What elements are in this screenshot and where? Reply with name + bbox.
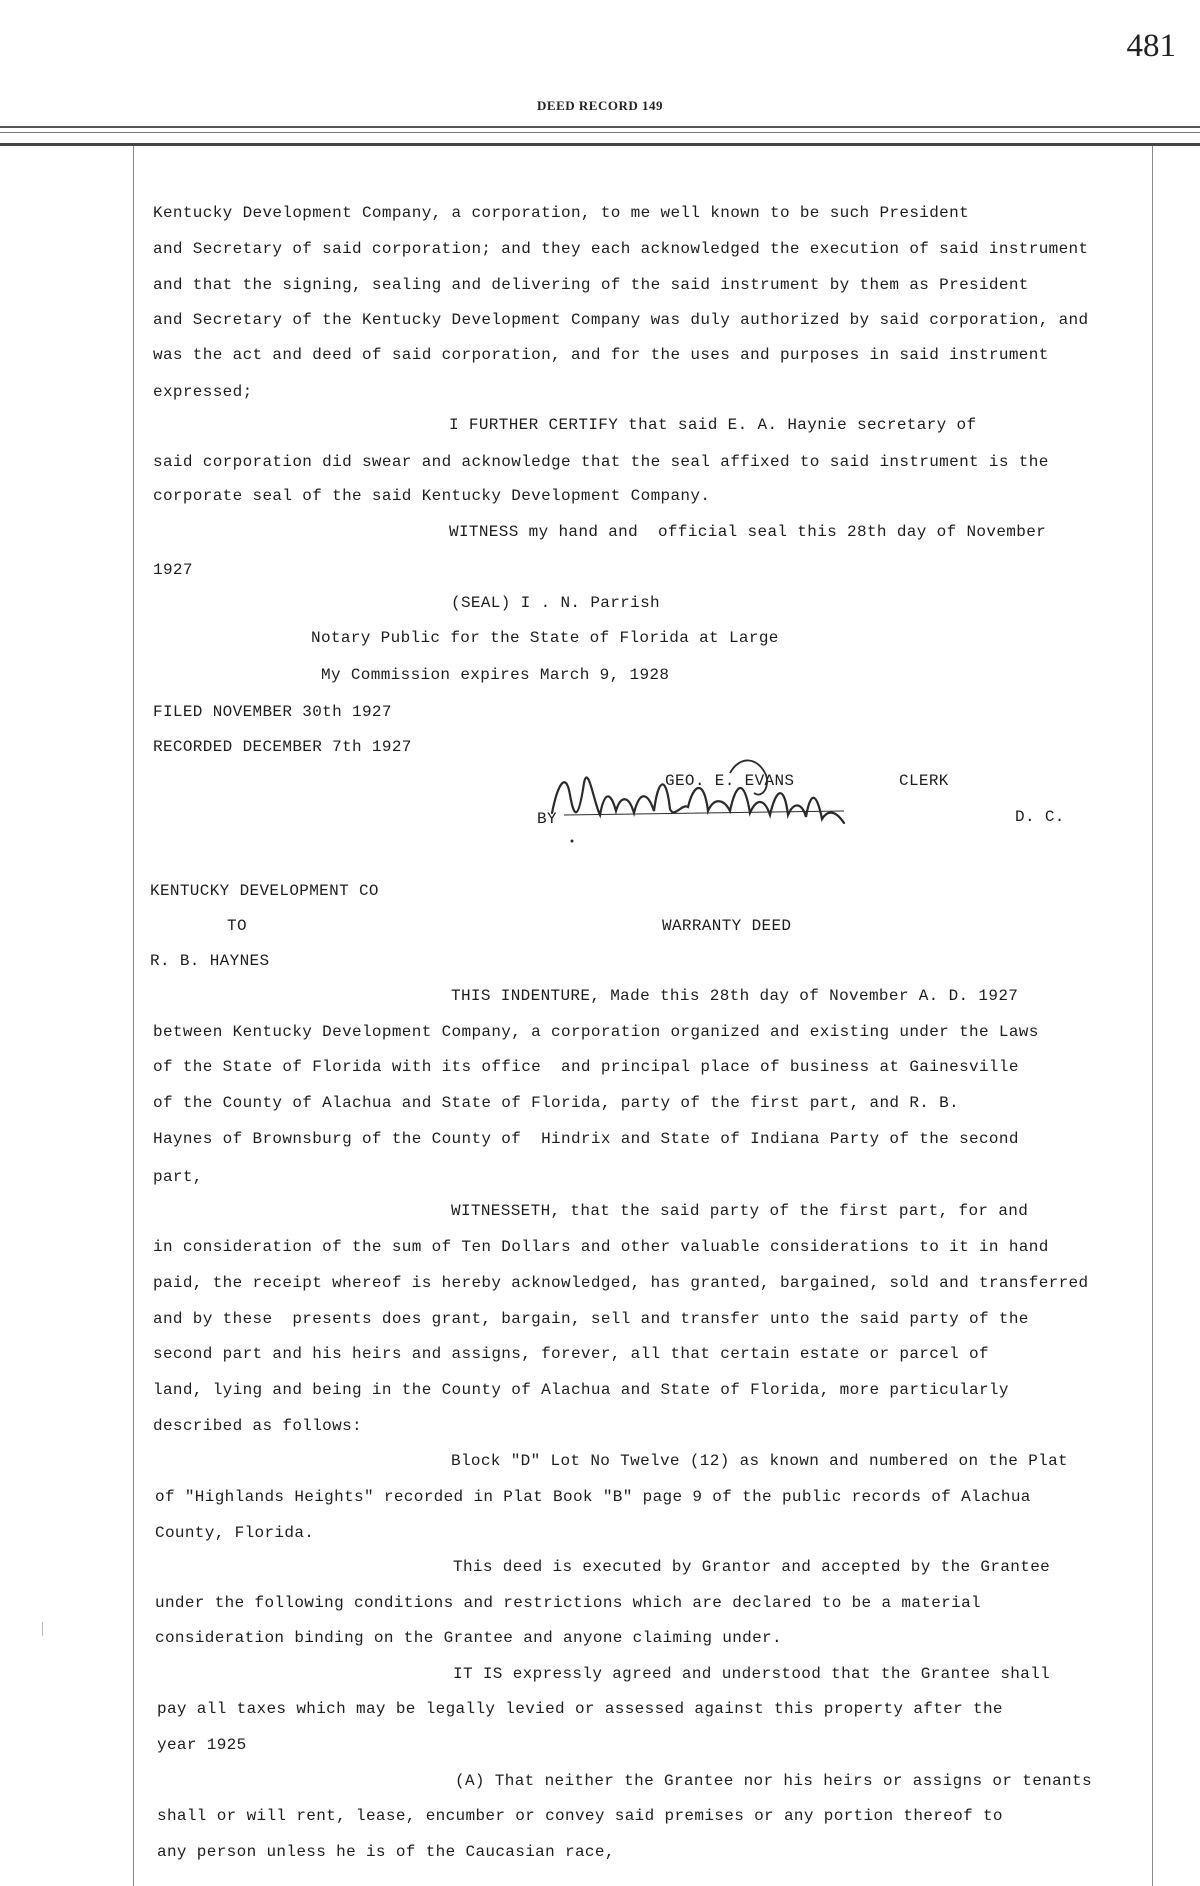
restriction-a-line: any person unless he is of the Caucasian race, [157,1843,615,1861]
notary-seal-line: (SEAL) I . N. Parrish [451,594,660,612]
witnesseth-line: WITNESSETH, that the said party of the first part, for and [451,1202,1029,1220]
property-line: of "Highlands Heights" recorded in Plat Book "B" page 9 of the public records of Alachua [155,1488,1031,1506]
right-margin-rule [1152,146,1153,1886]
clerk-name: GEO. E. EVANS [665,772,795,790]
witness-line: WITNESS my hand and official seal this 28th day of November [449,523,1047,541]
page-number: 481 [1126,28,1176,64]
indenture-line: of the State of Florida with its office and principal place of business at Gainesville [153,1058,1019,1076]
restriction-a-line: shall or will rent, lease, encumber or convey said premises or any portion thereof to [157,1807,1003,1825]
notary-commission-line: My Commission expires March 9, 1928 [321,666,670,684]
by-label: BY [537,810,557,828]
notary-line: and Secretary of said corporation; and they each acknowledged the execution of said instrument [153,240,1089,258]
witnesseth-line: second part and his heirs and assigns, forever, all that certain estate or parcel of [153,1345,989,1363]
deputy-clerk-title: D. C. [1015,808,1065,826]
notary-line: and that the signing, sealing and delivering of the said instrument by them as President [153,276,1029,294]
witnesseth-line: described as follows: [153,1417,362,1435]
conditions-line: consideration binding on the Grantee and anyone claiming under. [155,1629,782,1647]
indenture-line: Haynes of Brownsburg of the County of Hindrix and State of Indiana Party of the second [153,1130,1019,1148]
witnesseth-line: in consideration of the sum of Ten Dollars and other valuable considerations to it in hand [153,1238,1049,1256]
witnesseth-line: paid, the receipt whereof is hereby acknowledged, has granted, bargained, sold and transferred [153,1274,1089,1292]
indenture-line: THIS INDENTURE, Made this 28th day of November A. D. 1927 [451,987,1019,1005]
taxes-line: IT IS expressly agreed and understood that the Grantee shall [453,1665,1051,1683]
witnesseth-line: land, lying and being in the County of Alachua and State of Florida, more particularly [153,1381,1009,1399]
further-certify-line: I FURTHER CERTIFY that said E. A. Haynie secretary of [449,416,977,434]
deputy-signature [544,753,869,848]
indenture-line: of the County of Alachua and State of Florida, party of the first part, and R. B. [153,1094,960,1112]
header-rule-double [0,143,1200,146]
further-certify-line: corporate seal of the said Kentucky Development Company. [153,487,711,505]
restriction-a-line: (A) That neither the Grantee nor his heirs or assigns or tenants [455,1772,1092,1790]
property-line: County, Florida. [155,1524,315,1542]
grantee-heading: R. B. HAYNES [150,952,270,970]
filed-date: FILED NOVEMBER 30th 1927 [153,703,392,721]
notary-line: and Secretary of the Kentucky Development Company was duly authorized by said corporation, and [153,311,1089,329]
recorded-date: RECORDED DECEMBER 7th 1927 [153,738,412,756]
indenture-line: part, [153,1168,203,1186]
taxes-line: year 1925 [157,1736,247,1754]
notary-line: Kentucky Development Company, a corporation, to me well known to be such President [153,204,970,222]
grantor-heading: KENTUCKY DEVELOPMENT CO [150,882,379,900]
indenture-line: between Kentucky Development Company, a corporation organized and existing under the Laws [153,1023,1039,1041]
clerk-title: CLERK [899,772,949,790]
deed-type-heading: WARRANTY DEED [662,917,792,935]
to-heading: TO [227,917,247,935]
conditions-line: under the following conditions and restrictions which are declared to be a material [155,1594,981,1612]
taxes-line: pay all taxes which may be legally levied or assessed against this property after the [157,1700,1003,1718]
witnesseth-line: and by these presents does grant, bargain, sell and transfer unto the said party of the [153,1310,1029,1328]
header-rule-top [0,126,1200,128]
page-header-title: DEED RECORD 149 [537,98,663,113]
header-rule-bottom [0,132,1200,133]
notary-line: expressed; [153,383,253,401]
witness-year: 1927 [153,561,193,579]
conditions-line: This deed is executed by Grantor and accepted by the Grantee [453,1558,1051,1576]
property-line: Block "D" Lot No Twelve (12) as known and numbered on the Plat [451,1452,1068,1470]
further-certify-line: said corporation did swear and acknowledge that the seal affixed to said instrument is the [153,453,1049,471]
margin-mark [42,1622,43,1636]
notary-line: was the act and deed of said corporation, and for the uses and purposes in said instrument [153,346,1049,364]
notary-title-line: Notary Public for the State of Florida at Large [311,629,779,647]
left-margin-rule [133,146,134,1886]
